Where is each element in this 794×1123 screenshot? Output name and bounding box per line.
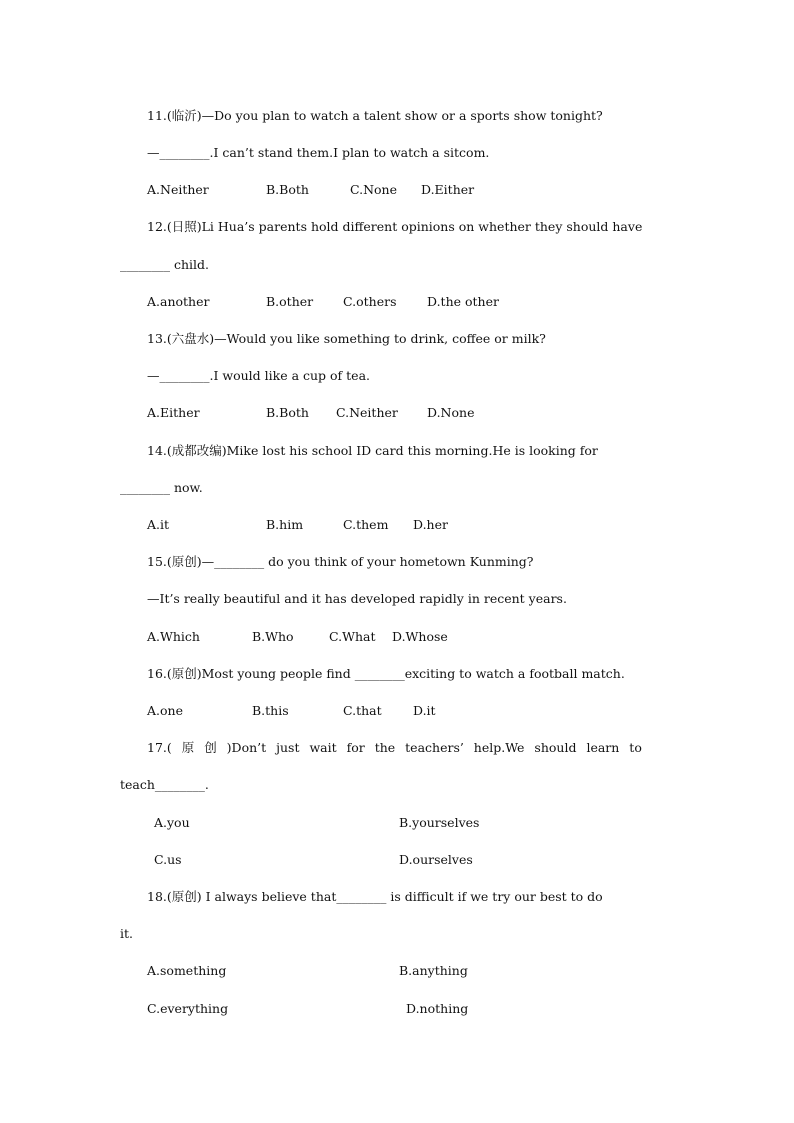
question-12-option-b: B.other [266, 294, 314, 309]
question-16-option-c: C.that [343, 703, 382, 718]
question-17-option-d: D.ourselves [399, 852, 473, 867]
question-12-option-d: D.the other [427, 294, 499, 309]
question-14-option-c: C.them [343, 517, 389, 532]
question-11-answer-line: —________.I can’t stand them.I plan to watch a sitcom. [147, 145, 490, 160]
question-16-stem: 16.(原创)Most young people find ________exciting to watch a football match. [147, 666, 625, 681]
question-13-answer-line: —________.I would like a cup of tea. [147, 368, 370, 383]
question-11-stem: 11.(临沂)—Do you plan to watch a talent show or a sports show tonight? [147, 108, 603, 123]
question-15-option-b: B.Who [252, 629, 294, 644]
question-11-option-b: B.Both [266, 182, 309, 197]
question-13-option-a: A.Either [147, 405, 200, 420]
question-17-option-b: B.yourselves [399, 815, 480, 830]
question-18-stem: 18.(原创) I always believe that________ is difficult if we try our best to do [147, 889, 603, 904]
question-16-option-d: D.it [413, 703, 436, 718]
question-11-option-a: A.Neither [147, 182, 209, 197]
question-13-option-c: C.Neither [336, 405, 398, 420]
question-15-stem: 15.(原创)—________ do you think of your hometown Kunming? [147, 554, 534, 569]
question-11-option-d: D.Either [421, 182, 475, 197]
question-14-stem-continued: ________ now. [120, 480, 203, 495]
question-18-option-c: C.everything [147, 1001, 229, 1016]
question-14-stem: 14.(成都改编)Mike lost his school ID card this morning.He is looking for [147, 443, 598, 458]
question-12-option-c: C.others [343, 294, 397, 309]
question-15-option-a: A.Which [147, 629, 200, 644]
question-15-option-d: D.Whose [392, 629, 448, 644]
question-17-option-c: C.us [154, 852, 182, 867]
question-15-option-c: C.What [329, 629, 376, 644]
question-17-option-a: A.you [154, 815, 190, 830]
question-16-option-a: A.one [147, 703, 183, 718]
question-16-option-b: B.this [252, 703, 289, 718]
question-12-stem: 12.(日照)Li Hua’s parents hold different opinions on whether they should have [147, 219, 643, 234]
question-13-option-d: D.None [427, 405, 475, 420]
question-18-stem-continued: it. [120, 926, 133, 941]
question-18-option-b: B.anything [399, 963, 468, 978]
question-18-option-a: A.something [147, 963, 227, 978]
question-14-option-a: A.it [147, 517, 170, 532]
question-17-stem: 17.( 原 创 )Don’t just wait for the teachers’ help.We should learn to [147, 740, 642, 755]
question-17-stem-continued: teach________. [120, 777, 209, 792]
question-18-option-d: D.nothing [406, 1001, 469, 1016]
question-12-option-a: A.another [147, 294, 210, 309]
question-15-answer-line: —It’s really beautiful and it has developed rapidly in recent years. [147, 591, 567, 606]
question-13-option-b: B.Both [266, 405, 309, 420]
question-14-option-b: B.him [266, 517, 304, 532]
question-14-option-d: D.her [413, 517, 448, 532]
question-13-stem: 13.(六盘水)—Would you like something to drink, coffee or milk? [147, 331, 546, 346]
question-12-stem-continued: ________ child. [120, 257, 209, 272]
question-11-option-c: C.None [350, 182, 398, 197]
